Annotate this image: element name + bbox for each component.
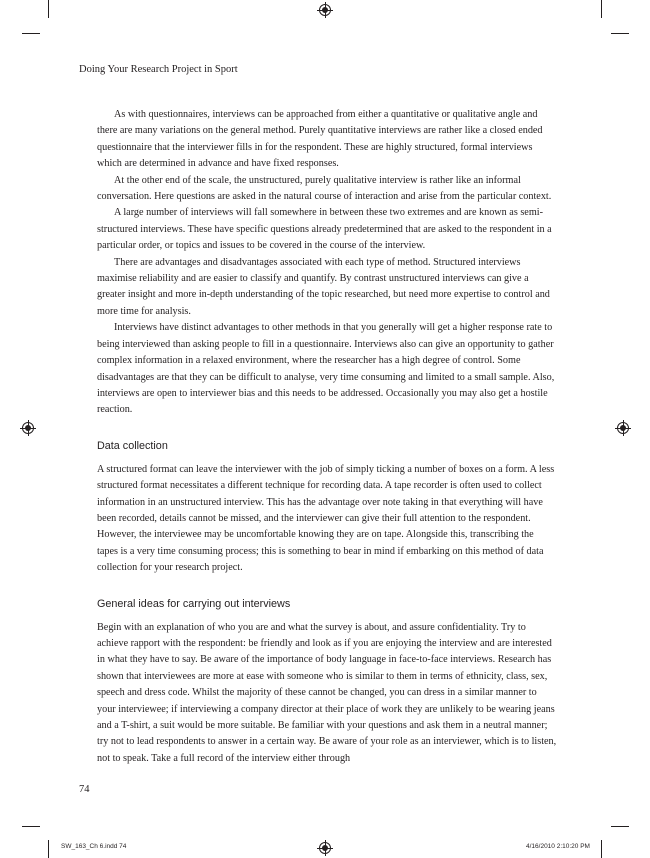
section-heading-general-ideas: General ideas for carrying out interviews (97, 597, 291, 610)
registration-mark-icon (22, 422, 34, 434)
paragraph: At the other end of the scale, the unstructured, purely qualitative interview is rather like an informal conversation. Here questions are asked in the natural course of interaction and arise from the particular context. (97, 174, 552, 203)
registration-mark-icon (617, 422, 629, 434)
section-heading-data-collection: Data collection (97, 439, 168, 452)
registration-mark-icon (319, 842, 331, 854)
crop-mark (601, 0, 602, 18)
slug-file: SW_163_Ch 6.indd 74 (61, 843, 127, 850)
page-number: 74 (79, 784, 90, 795)
slug-date: 4/16/2010 2:10:20 PM (526, 843, 590, 850)
crop-mark (48, 0, 49, 18)
paragraph: A structured format can leave the interviewer with the job of simply ticking a number of boxes on a form. A less structured format necessitates a different technique for recording data. A tape recorder is often used to collect information in an unstructured interview. This has the advantage over note taking in that everything will have been recorded, details cannot be missed, and the interviewer can give their full attention to the respondent. However, the interviewee may be uncomfortable knowing they are on tape. Alongside this, transcribing the tapes is a very time consuming process; this is something to bear in mind if embarking on this method of data collection for your research project. (97, 463, 555, 574)
paragraph: As with questionnaires, interviews can be approached from either a quantitative or qualitative angle and there are many variations on the general method. Purely quantitative interviews are rather like a closed ended questionnaire that the interviewer fills in for the respondent. These are highly structured, formal interviews which are determined in advance and have fixed responses. (97, 109, 543, 170)
crop-mark (22, 33, 40, 34)
running-head: Doing Your Research Project in Sport (79, 64, 238, 75)
crop-mark (611, 826, 629, 827)
crop-mark (22, 826, 40, 827)
paragraph: There are advantages and disadvantages associated with each type of method. Structured interviews maximise reliability and are easier to classify and quantify. By contrast unstructured interviews can give a greater insight and more in-depth understanding of the topic researched, but need more expertise to control and more time for analysis. (97, 256, 550, 317)
crop-mark (611, 33, 629, 34)
crop-mark (48, 840, 49, 858)
paragraph: Begin with an explanation of who you are and what the survey is about, and assure confidentiality. Try to achieve rapport with the respondent: be friendly and look as if you are enjoying the interview and are interested in what they have to say. Be aware of the importance of body language in face-to-face interviews. Research has shown that interviewees are more at ease with someone who is similar to them in terms of ethnicity, class, sex, speech and dress code. Whilst the majority of these cannot be changed, you can dress in a similar manner to your interviewee; if interviewing a company director at their place of work they are unlikely to be wearing jeans and a T-shirt, a suit would be more suitable. Be familiar with your questions and ask them in a neutral manner; try not to lead respondents to answer in a certain way. Be aware of your role as an interviewer, which is to listen, not to speak. Take a full record of the interview either through (97, 621, 557, 764)
registration-mark-icon (319, 4, 331, 16)
paragraph: A large number of interviews will fall somewhere in between these two extremes and are known as semi-structured interviews. These have specific questions already predetermined that are asked to the respondent in a particular order, or topics and issues to be covered in the course of the interview. (97, 207, 552, 252)
paragraph: Interviews have distinct advantages to other methods in that you generally will get a higher response rate to being interviewed than asking people to fill in a questionnaire. Interviews also can give an opportunity to gather complex information in a relaxed environment, where the researcher has a high degree of control. Some disadvantages are that they can be difficult to analyse, very time consuming and limited to a small sample. Also, interviews are open to interviewer bias and this needs to be addressed. Occasionally you may also get a hostile reaction. (97, 322, 555, 416)
body-text (97, 107, 557, 767)
crop-mark (601, 840, 602, 858)
